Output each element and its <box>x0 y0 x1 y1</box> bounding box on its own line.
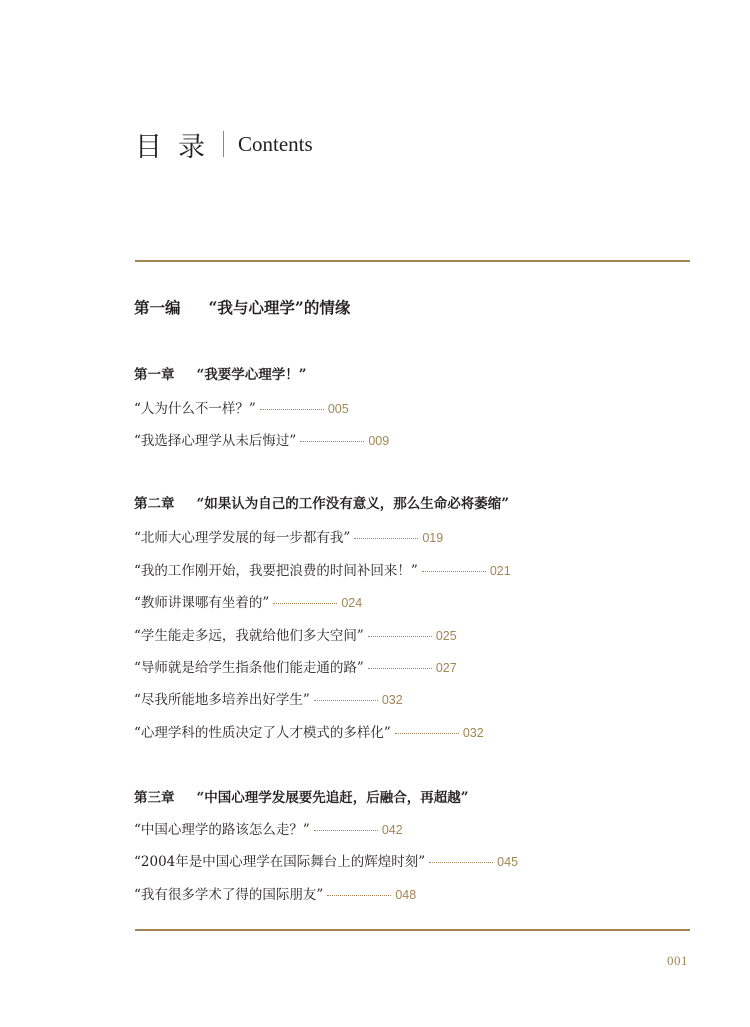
entry-page: 021 <box>489 564 511 578</box>
entry-page: 045 <box>497 855 519 869</box>
entry-title: “我有很多学术了得的国际朋友” <box>134 887 324 903</box>
chapter-3-heading[interactable] <box>134 786 469 806</box>
entry-title: “2004年是中国心理学在国际舞台上的辉煌时刻” <box>134 854 426 870</box>
entry-page: 032 <box>381 693 403 707</box>
entry-title: “我的工作刚开始，我要把浪费的时间补回来！” <box>134 563 418 579</box>
chapter-title: “我要学心理学！” <box>196 367 307 383</box>
contents-heading <box>135 124 313 164</box>
heading-separator <box>223 131 224 157</box>
entry-title: “北师大心理学发展的每一步都有我” <box>134 530 351 546</box>
toc-entry[interactable] <box>134 850 518 870</box>
toc-entry[interactable] <box>134 721 484 741</box>
toc-entry[interactable] <box>134 883 416 903</box>
toc-entry[interactable] <box>134 591 362 611</box>
entry-page: 019 <box>422 531 444 545</box>
heading-english: Contents <box>238 131 313 156</box>
toc-entry[interactable] <box>134 397 349 417</box>
entry-page: 009 <box>368 434 390 448</box>
bottom-rule <box>135 929 690 931</box>
chapter-label: 第三章 <box>134 790 175 806</box>
entry-title: “教师讲课哪有坐着的” <box>134 595 270 611</box>
toc-entry[interactable] <box>134 818 403 838</box>
dot-leader <box>429 861 493 863</box>
entry-title: “心理学科的性质决定了人才模式的多样化” <box>134 725 391 741</box>
toc-entry[interactable] <box>134 688 403 708</box>
page-number: 001 <box>667 953 688 968</box>
toc-entry[interactable] <box>134 559 511 579</box>
dot-leader <box>273 602 337 604</box>
entry-title: “导师就是给学生指条他们能走通的路” <box>134 660 364 676</box>
dot-leader <box>422 570 486 572</box>
dot-leader <box>368 667 432 669</box>
part-label: 第一编 <box>134 298 181 317</box>
chapter-2-heading[interactable] <box>134 492 509 512</box>
chapter-1-heading[interactable] <box>134 363 307 383</box>
dot-leader <box>314 699 378 701</box>
chapter-title: “中国心理学发展要先追赶，后融合，再超越” <box>196 790 469 806</box>
toc-entry[interactable] <box>134 656 457 676</box>
entry-page: 048 <box>395 888 417 902</box>
top-rule <box>135 260 690 262</box>
entry-title: “学生能走多远，我就给他们多大空间” <box>134 628 364 644</box>
entry-page: 032 <box>462 726 484 740</box>
dot-leader <box>354 537 418 539</box>
entry-page: 005 <box>327 402 349 416</box>
entry-page: 024 <box>341 596 363 610</box>
part-title: “我与心理学”的情缘 <box>208 298 351 317</box>
dot-leader <box>395 732 459 734</box>
chapter-label: 第二章 <box>134 496 175 512</box>
part-heading <box>134 296 350 318</box>
entry-title: “中国心理学的路该怎么走？” <box>134 822 310 838</box>
dot-leader <box>368 635 432 637</box>
dot-leader <box>300 440 364 442</box>
chapter-label: 第一章 <box>134 367 175 383</box>
toc-entry[interactable] <box>134 624 457 644</box>
dot-leader <box>314 829 378 831</box>
dot-leader <box>260 408 324 410</box>
entry-page: 027 <box>435 661 457 675</box>
entry-title: “人为什么不一样？” <box>134 401 256 417</box>
toc-entry[interactable] <box>134 526 443 546</box>
entry-page: 025 <box>435 629 457 643</box>
entry-title: “我选择心理学从未后悔过” <box>134 433 297 449</box>
entry-title: “尽我所能地多培养出好学生” <box>134 692 310 708</box>
dot-leader <box>327 894 391 896</box>
toc-entry[interactable] <box>134 429 389 449</box>
heading-chinese: 目录 <box>135 131 221 163</box>
chapter-title: “如果认为自己的工作没有意义，那么生命必将萎缩” <box>196 496 510 512</box>
entry-page: 042 <box>381 823 403 837</box>
